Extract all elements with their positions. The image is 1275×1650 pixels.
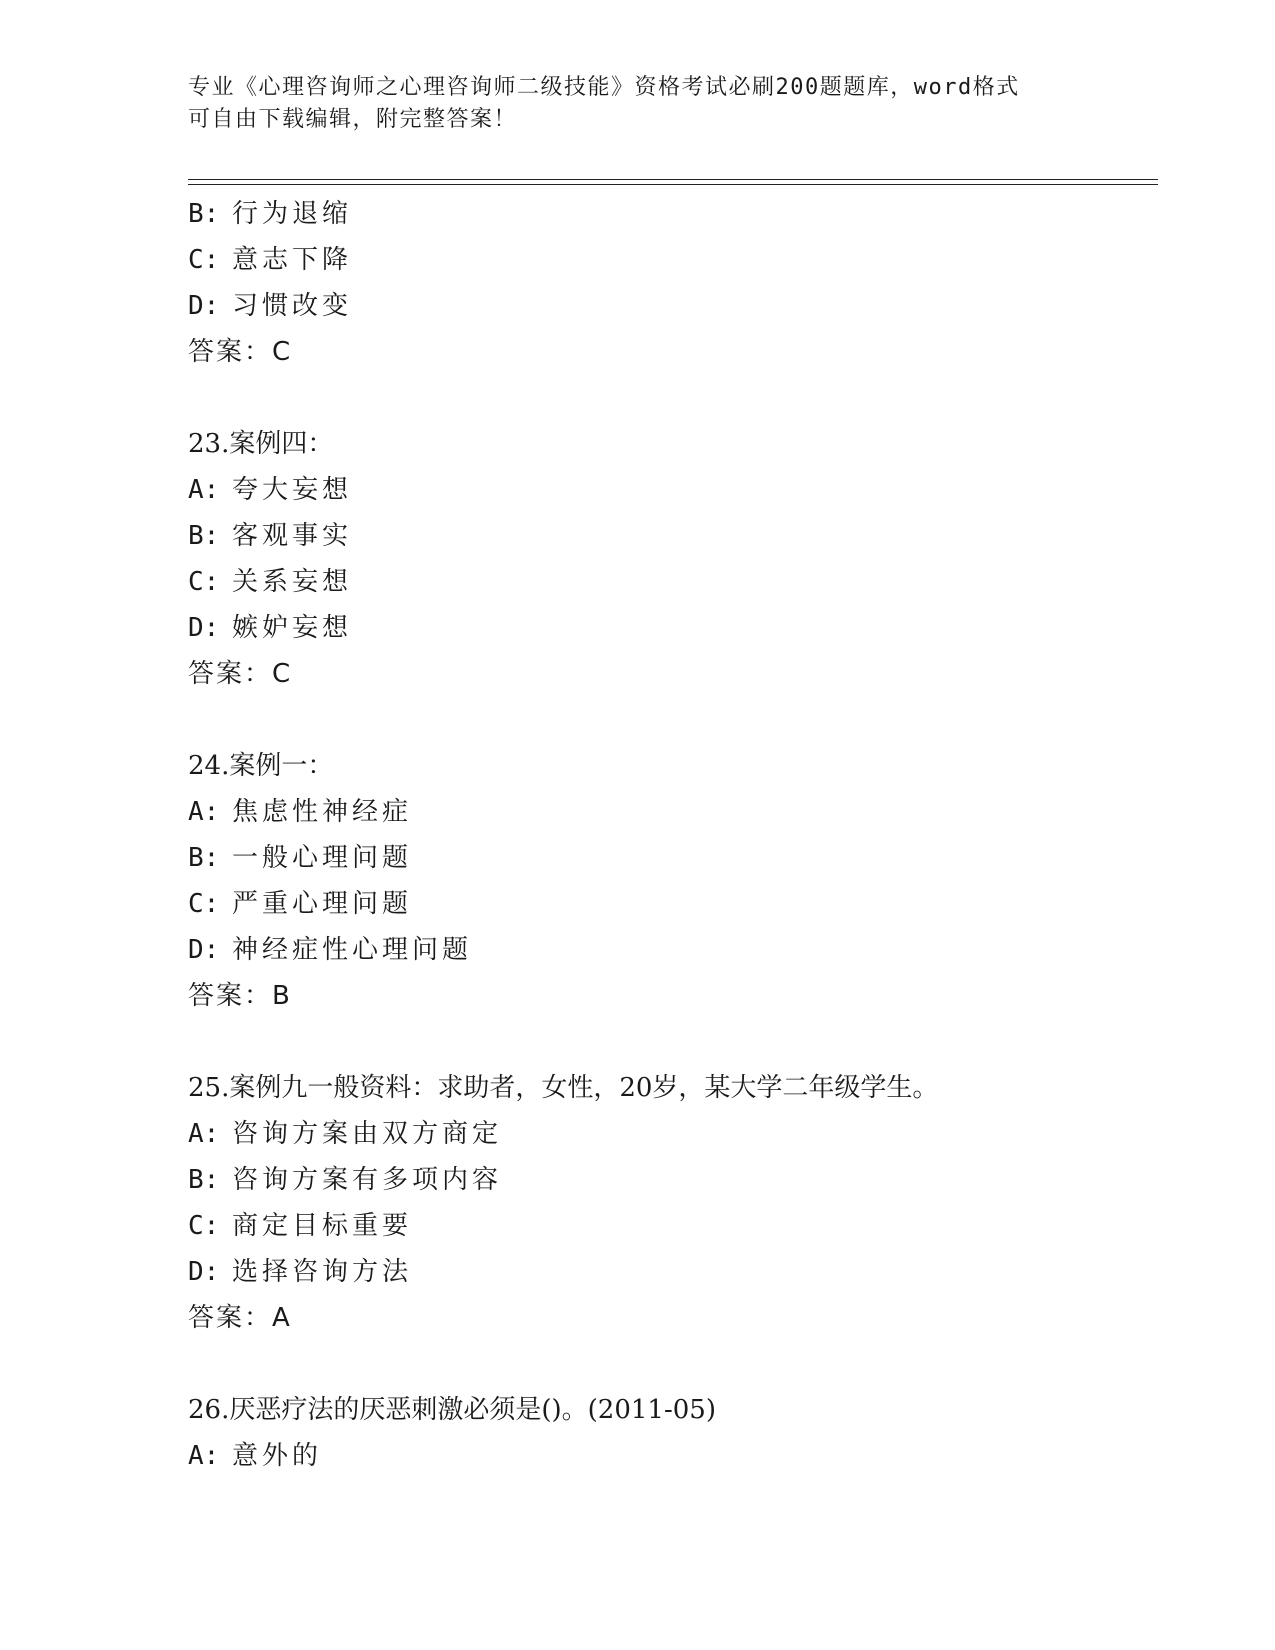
- option-text: 咨询方案有多项内容: [232, 1165, 503, 1195]
- option-key: A:: [188, 1441, 220, 1471]
- question-text: 26.厌恶疗法的厌恶刺激必须是()。(2011-05): [188, 1395, 716, 1425]
- option-key: A:: [188, 797, 220, 827]
- option-text: 行为退缩: [232, 199, 353, 229]
- header-divider-top: [188, 179, 1158, 180]
- option-key: C:: [188, 245, 220, 275]
- option-key: B:: [188, 1165, 220, 1195]
- spacer: [188, 375, 1158, 421]
- option-text: 严重心理问题: [232, 889, 413, 919]
- option-row: [188, 1249, 1158, 1295]
- option-row: [188, 191, 1158, 237]
- option-key: C:: [188, 1211, 220, 1241]
- option-key: A:: [188, 475, 220, 505]
- header-line-1: 专业《心理咨询师之心理咨询师二级技能》资格考试必刷200题题库，word格式: [188, 75, 1020, 100]
- option-row: [188, 283, 1158, 329]
- document-header: [188, 72, 1088, 136]
- option-key: B:: [188, 521, 220, 551]
- option-text: 选择咨询方法: [232, 1257, 413, 1287]
- option-row: [188, 927, 1158, 973]
- question-text: 24.案例一：: [188, 751, 334, 781]
- spacer: [188, 1341, 1158, 1387]
- option-row: [188, 881, 1158, 927]
- option-text: 商定目标重要: [232, 1211, 413, 1241]
- question-block: [188, 1387, 1158, 1479]
- option-key: D:: [188, 935, 220, 965]
- option-key: C:: [188, 567, 220, 597]
- answer-line: 答案：C: [188, 659, 293, 689]
- option-row: [188, 1433, 1158, 1479]
- question-block: [188, 421, 1158, 697]
- answer-line: 答案：B: [188, 981, 292, 1011]
- option-key: B:: [188, 199, 220, 229]
- option-text: 神经症性心理问题: [232, 935, 473, 965]
- option-text: 意志下降: [232, 245, 353, 275]
- option-text: 咨询方案由双方商定: [232, 1119, 503, 1149]
- option-row: [188, 513, 1158, 559]
- option-text: 客观事实: [232, 521, 353, 551]
- option-text: 夸大妄想: [232, 475, 353, 505]
- option-key: D:: [188, 291, 220, 321]
- option-text: 意外的: [232, 1441, 323, 1471]
- question-block: [188, 743, 1158, 1019]
- question-block: [188, 1065, 1158, 1341]
- option-text: 习惯改变: [232, 291, 353, 321]
- answer-line: 答案：C: [188, 337, 293, 367]
- option-key: D:: [188, 613, 220, 643]
- option-row: [188, 605, 1158, 651]
- header-divider-bottom: [188, 184, 1158, 185]
- option-row: [188, 1203, 1158, 1249]
- header-line-2: 可自由下载编辑，附完整答案！: [188, 107, 518, 132]
- option-row: [188, 1111, 1158, 1157]
- spacer: [188, 697, 1158, 743]
- option-text: 关系妄想: [232, 567, 353, 597]
- option-key: D:: [188, 1257, 220, 1287]
- option-key: C:: [188, 889, 220, 919]
- answer-line: 答案：A: [188, 1303, 292, 1333]
- spacer: [188, 1019, 1158, 1065]
- question-text: 25.案例九一般资料：求助者，女性，20岁，某大学二年级学生。: [188, 1073, 939, 1103]
- question-block: [188, 191, 1158, 375]
- option-text: 焦虑性神经症: [232, 797, 413, 827]
- option-row: [188, 789, 1158, 835]
- option-text: 一般心理问题: [232, 843, 413, 873]
- option-row: [188, 467, 1158, 513]
- option-key: B:: [188, 843, 220, 873]
- option-row: [188, 237, 1158, 283]
- option-row: [188, 1157, 1158, 1203]
- option-row: [188, 559, 1158, 605]
- question-list: [188, 191, 1158, 1479]
- question-text: 23.案例四：: [188, 429, 334, 459]
- option-text: 嫉妒妄想: [232, 613, 353, 643]
- option-row: [188, 835, 1158, 881]
- option-key: A:: [188, 1119, 220, 1149]
